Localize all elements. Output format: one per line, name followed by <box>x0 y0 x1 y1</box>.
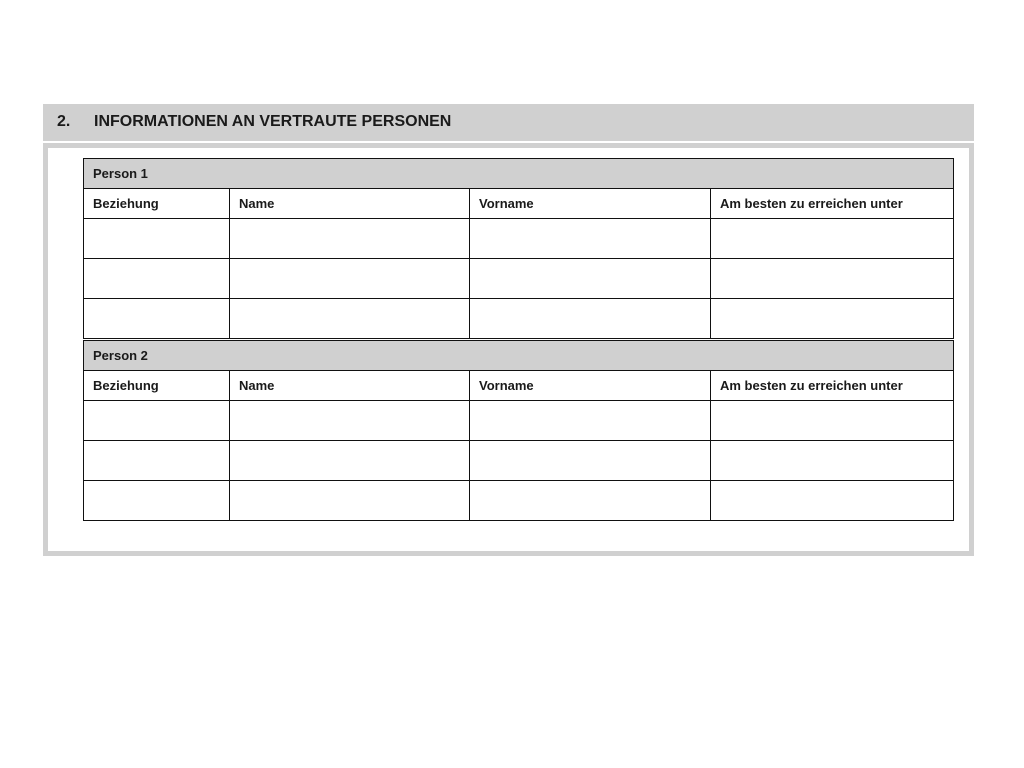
input-cell-beziehung[interactable] <box>84 299 230 339</box>
input-cell-name[interactable] <box>230 401 470 441</box>
input-cell-erreichbar[interactable] <box>711 401 954 441</box>
column-header-name: Name <box>230 189 470 219</box>
person-1-table <box>83 158 954 339</box>
section-header <box>43 104 974 141</box>
input-cell-vorname[interactable] <box>470 219 711 259</box>
input-cell-beziehung[interactable] <box>84 441 230 481</box>
input-cell-name[interactable] <box>230 219 470 259</box>
input-cell-vorname[interactable] <box>470 299 711 339</box>
column-header-vorname: Vorname <box>470 189 711 219</box>
input-cell-vorname[interactable] <box>470 481 711 521</box>
input-cell-erreichbar[interactable] <box>711 441 954 481</box>
person-1-title: Person 1 <box>84 159 954 189</box>
column-header-beziehung: Beziehung <box>84 189 230 219</box>
person-2-header-row <box>84 371 954 401</box>
table-row <box>84 219 954 259</box>
column-header-erreichbar: Am besten zu erreichen unter <box>711 189 954 219</box>
table-row <box>84 481 954 521</box>
section-number: 2. <box>57 113 71 130</box>
input-cell-beziehung[interactable] <box>84 259 230 299</box>
input-cell-name[interactable] <box>230 259 470 299</box>
input-cell-beziehung[interactable] <box>84 219 230 259</box>
table-row <box>84 441 954 481</box>
column-header-vorname: Vorname <box>470 371 711 401</box>
input-cell-erreichbar[interactable] <box>711 299 954 339</box>
input-cell-name[interactable] <box>230 481 470 521</box>
column-header-beziehung: Beziehung <box>84 371 230 401</box>
input-cell-name[interactable] <box>230 441 470 481</box>
input-cell-vorname[interactable] <box>470 401 711 441</box>
person-2-title-row <box>84 341 954 371</box>
input-cell-vorname[interactable] <box>470 441 711 481</box>
column-header-erreichbar: Am besten zu erreichen unter <box>711 371 954 401</box>
person-2-table <box>83 340 954 521</box>
column-header-name: Name <box>230 371 470 401</box>
section-title: INFORMATIONEN AN VERTRAUTE PERSONEN <box>94 113 452 130</box>
input-cell-erreichbar[interactable] <box>711 481 954 521</box>
table-row <box>84 259 954 299</box>
input-cell-erreichbar[interactable] <box>711 219 954 259</box>
table-row <box>84 299 954 339</box>
input-cell-vorname[interactable] <box>470 259 711 299</box>
input-cell-name[interactable] <box>230 299 470 339</box>
person-1-header-row <box>84 189 954 219</box>
input-cell-beziehung[interactable] <box>84 401 230 441</box>
person-2-title: Person 2 <box>84 341 954 371</box>
person-1-block <box>83 158 953 339</box>
input-cell-beziehung[interactable] <box>84 481 230 521</box>
person-1-title-row <box>84 159 954 189</box>
table-row <box>84 401 954 441</box>
person-2-block <box>83 340 953 521</box>
input-cell-erreichbar[interactable] <box>711 259 954 299</box>
